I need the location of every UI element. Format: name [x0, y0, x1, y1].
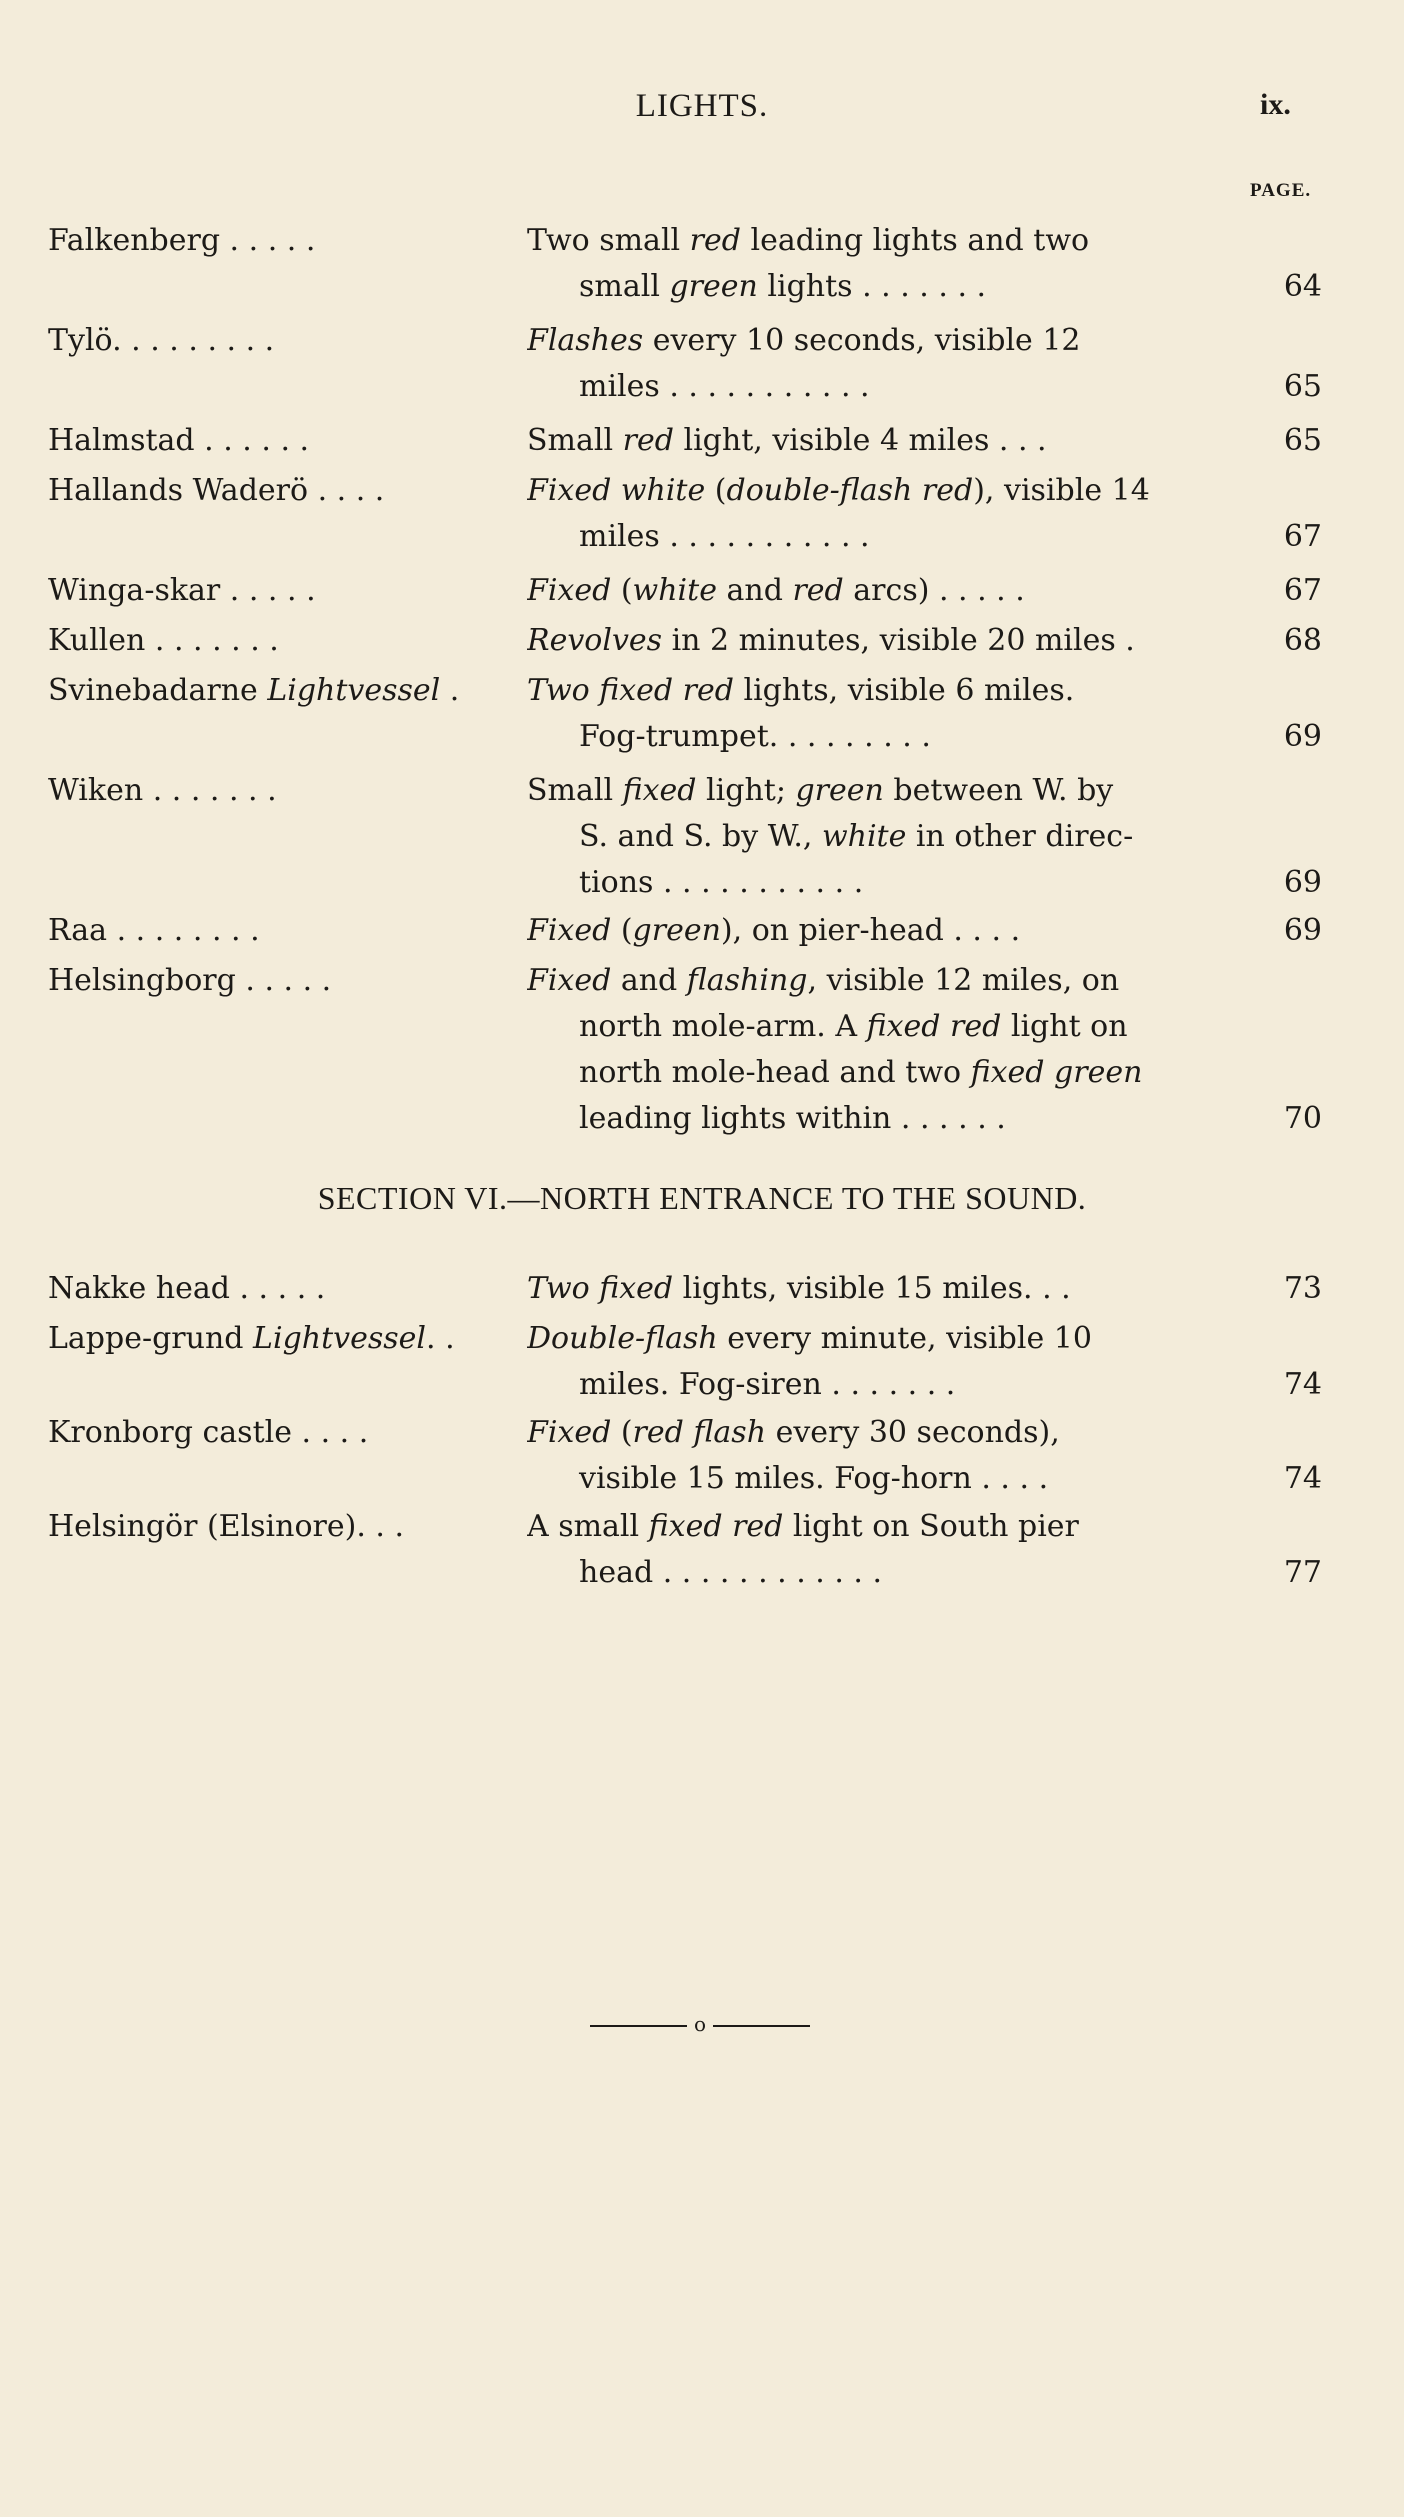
page-ref: 67	[1278, 514, 1322, 560]
description-line	[527, 1316, 1322, 1362]
page-ref: 65	[1278, 418, 1322, 464]
description-line	[527, 860, 1322, 906]
description-line	[527, 1504, 1322, 1550]
description-line	[527, 418, 1322, 464]
light-description	[527, 218, 1322, 310]
description-text: Small fixed light; green between W. by	[527, 773, 1114, 808]
description-line	[527, 958, 1322, 1004]
light-description	[527, 468, 1322, 560]
description-text: Fixed white (double-flash red), visible 14	[527, 473, 1150, 508]
description-text: Fixed (red flash every 30 seconds),	[527, 1415, 1060, 1450]
light-description	[527, 768, 1322, 906]
description-text: Revolves in 2 minutes, visible 20 miles .	[527, 623, 1135, 658]
description-text: miles . . . . . . . . . . .	[579, 519, 870, 554]
description-text: A small fixed red light on South pier	[527, 1509, 1079, 1544]
light-description	[527, 568, 1322, 614]
light-name: Nakke head . . . . .	[48, 1271, 326, 1306]
light-description	[527, 908, 1322, 954]
description-line	[527, 1096, 1322, 1142]
description-line	[527, 714, 1322, 760]
light-name: Kullen . . . . . . .	[48, 623, 279, 658]
light-description	[527, 618, 1322, 664]
description-line	[527, 318, 1322, 364]
description-line	[527, 468, 1322, 514]
description-text: Fixed (green), on pier-head . . . .	[527, 913, 1021, 948]
description-line	[527, 568, 1322, 614]
light-description	[527, 1504, 1322, 1596]
page-ref: 69	[1278, 714, 1322, 760]
description-line	[527, 814, 1322, 860]
page-ref: 74	[1278, 1362, 1322, 1408]
description-line	[527, 1050, 1322, 1096]
light-description	[527, 318, 1322, 410]
page-ref: 68	[1278, 618, 1322, 664]
light-description	[527, 1410, 1322, 1502]
page-column-label: PAGE.	[1250, 180, 1312, 201]
description-text: north mole-arm. A fixed red light on	[579, 1009, 1128, 1044]
page-ref: 70	[1278, 1096, 1322, 1142]
description-text: small green lights . . . . . . .	[579, 269, 987, 304]
description-text: Fixed (white and red arcs) . . . . .	[527, 573, 1025, 608]
page-ref: 65	[1278, 364, 1322, 410]
light-description	[527, 958, 1322, 1142]
description-text: tions . . . . . . . . . . .	[579, 865, 864, 900]
light-name: Falkenberg . . . . .	[48, 223, 316, 258]
light-name: Helsingborg . . . . .	[48, 963, 332, 998]
ornament-rule	[590, 2016, 810, 2036]
light-name: Kronborg castle . . . .	[48, 1415, 369, 1450]
section-title: SECTION VI.—NORTH ENTRANCE TO THE SOUND.	[317, 1180, 1087, 1216]
description-line	[527, 364, 1322, 410]
page-ref: 74	[1278, 1456, 1322, 1502]
description-line	[527, 668, 1322, 714]
page-ref: 69	[1278, 860, 1322, 906]
page-number: ix.	[1260, 88, 1291, 121]
description-text: miles . . . . . . . . . . .	[579, 369, 870, 404]
description-line	[527, 1410, 1322, 1456]
description-text: Flashes every 10 seconds, visible 12	[527, 323, 1081, 358]
page-ref: 69	[1278, 908, 1322, 954]
description-text: head . . . . . . . . . . . .	[579, 1555, 883, 1590]
light-name: Helsingör (Elsinore). . .	[48, 1509, 405, 1544]
page-ref: 67	[1278, 568, 1322, 614]
description-line	[527, 1362, 1322, 1408]
description-text: Double-flash every minute, visible 10	[527, 1321, 1092, 1356]
description-text: miles. Fog-siren . . . . . . .	[579, 1367, 956, 1402]
light-name: Lappe-grund Lightvessel. .	[48, 1321, 455, 1356]
light-description	[527, 418, 1322, 464]
description-line	[527, 1004, 1322, 1050]
light-description	[527, 1266, 1322, 1312]
light-name: Halmstad . . . . . .	[48, 423, 310, 458]
description-line	[527, 264, 1322, 310]
description-text: Small red light, visible 4 miles . . .	[527, 423, 1047, 458]
description-line	[527, 1266, 1322, 1312]
light-description	[527, 668, 1322, 760]
description-text: Two small red leading lights and two	[527, 223, 1090, 258]
description-text: north mole-head and two fixed green	[579, 1055, 1143, 1090]
description-line	[527, 514, 1322, 560]
light-name: Svinebadarne Lightvessel .	[48, 673, 460, 708]
light-name: Tylö. . . . . . . . .	[48, 323, 275, 358]
light-name: Raa . . . . . . . .	[48, 913, 260, 948]
page-ref: 73	[1278, 1266, 1322, 1312]
description-text: Two fixed lights, visible 15 miles. . .	[527, 1271, 1071, 1306]
description-line	[527, 218, 1322, 264]
description-text: Two fixed red lights, visible 6 miles.	[527, 673, 1075, 708]
description-text: Fixed and flashing, visible 12 miles, on	[527, 963, 1120, 998]
description-line	[527, 1550, 1322, 1596]
description-line	[527, 618, 1322, 664]
ornament-mark: o	[693, 2016, 707, 2036]
description-text: leading lights within . . . . . .	[579, 1101, 1006, 1136]
description-text: S. and S. by W., white in other direc-	[579, 819, 1134, 854]
page-ref: 64	[1278, 264, 1322, 310]
description-text: Fog-trumpet. . . . . . . . .	[579, 719, 931, 754]
light-description	[527, 1316, 1322, 1408]
light-name: Winga-skar . . . . .	[48, 573, 316, 608]
light-name: Hallands Waderö . . . .	[48, 473, 385, 508]
running-head: LIGHTS.	[635, 88, 769, 124]
description-line	[527, 1456, 1322, 1502]
page-ref: 77	[1278, 1550, 1322, 1596]
description-line	[527, 768, 1322, 814]
description-text: visible 15 miles. Fog-horn . . . .	[579, 1461, 1049, 1496]
light-name: Wiken . . . . . . .	[48, 773, 277, 808]
description-line	[527, 908, 1322, 954]
